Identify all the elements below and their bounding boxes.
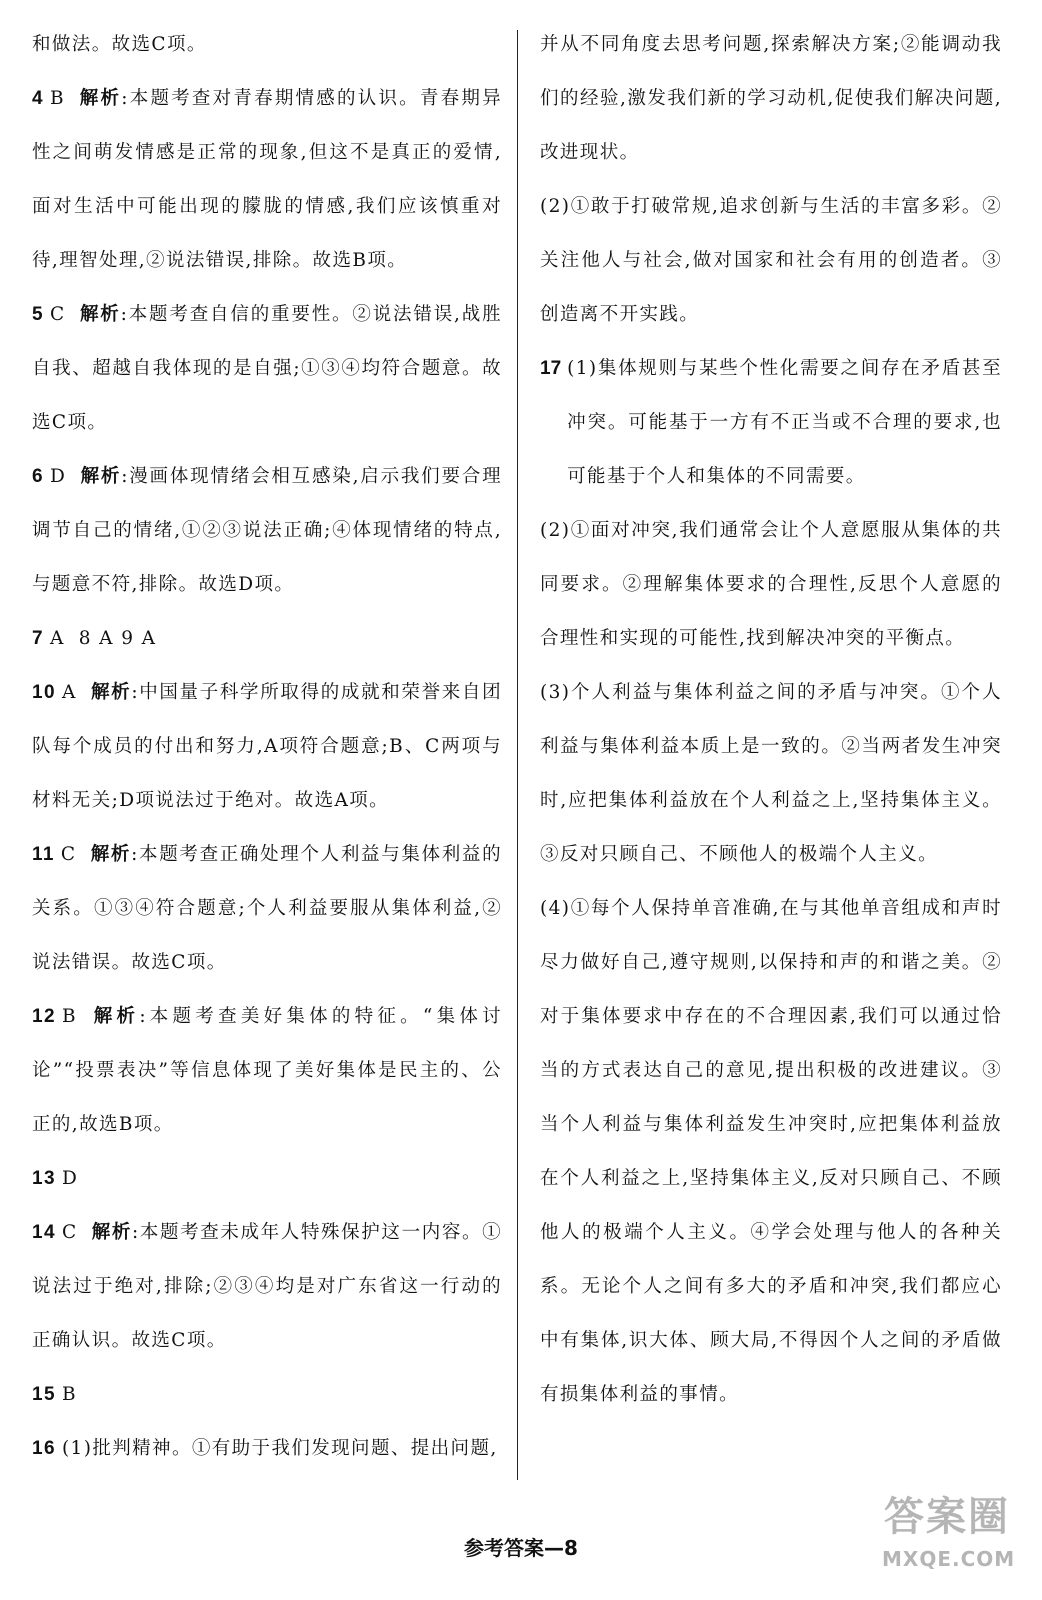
answer-item — [32, 1152, 502, 1206]
analysis-text: :本题考查美好集体的特征。“集体讨论”“投票表决”等信息体现了美好集体是民主的、公正的,故选B项。 — [32, 1006, 502, 1135]
question-number: 11 — [32, 844, 55, 865]
answer-text — [32, 612, 156, 666]
answer-item — [32, 1206, 502, 1368]
answer-item — [32, 666, 502, 828]
answer-item — [32, 990, 502, 1152]
analysis-text: :本题考查对青春期情感的认识。青春期异性之间萌发情感是正常的现象,但这不是真正的爱情,面对生活中可能出现的朦胧的情感,我们应该慎重对待,理智处理,②说法错误,排除。故选B项。 — [32, 88, 502, 271]
answer-text — [32, 1368, 91, 1422]
intro-line: 和做法。故选C项。 — [32, 34, 207, 55]
answer-list — [32, 72, 502, 1476]
answer-choice: A — [61, 682, 77, 703]
q17-part1: (1)集体规则与某些个性化需要之间存在矛盾甚至冲突。可能基于一方有不正当或不合理的要求,也可能基于个人和集体的不同需要。 — [567, 358, 1002, 487]
answer-choice: C — [49, 304, 66, 325]
answer-text — [32, 1152, 92, 1206]
answer-choice: C — [60, 844, 77, 865]
q16-continuation: 并从不同角度去思考问题,探索解决方案;②能调动我们的经验,激发我们新的学习动机,促使我们解决问题,改进现状。 — [540, 34, 1002, 163]
q17-part3: (3)个人利益与集体利益之间的矛盾与冲突。①个人利益与集体利益本质上是一致的。②当两者发生冲突时,应把集体利益放在个人利益之上,坚持集体主义。③反对只顾自己、不顾他人的极端个人主义。 — [540, 682, 1002, 865]
answer-text — [32, 72, 502, 288]
answer-choice: D — [49, 466, 67, 487]
answer-item — [32, 612, 502, 666]
answer-item — [32, 450, 502, 612]
watermark-logo — [882, 1488, 1016, 1588]
answer-choice: B — [61, 1006, 77, 1027]
watermark-text: 答案圈 — [884, 1494, 1010, 1540]
answer-text — [32, 1422, 498, 1476]
answer-choice: B — [49, 88, 65, 109]
analysis-text: :漫画体现情绪会相互感染,启示我们要合理调节自己的情绪,①②③说法正确;④体现情绪的特点,与题意不符,排除。故选D项。 — [32, 466, 502, 595]
answer-text — [32, 288, 502, 450]
question-number: 6 — [32, 466, 44, 487]
answer-text — [32, 450, 502, 612]
column-divider — [517, 30, 518, 1480]
analysis-label: 解析 — [90, 1006, 140, 1027]
analysis-text: :本题考查正确处理个人利益与集体利益的关系。①③④符合题意;个人利益要服从集体利益,②说法错误。故选C项。 — [32, 844, 502, 973]
analysis-label: 解析 — [90, 844, 132, 865]
analysis-label: 解析 — [80, 466, 122, 487]
question-number: 12 — [32, 1006, 56, 1027]
answer-text — [32, 1206, 502, 1368]
answer-text — [32, 828, 502, 990]
question-number: 7 — [32, 628, 44, 649]
question-number: 14 — [32, 1222, 56, 1243]
q17-part2: (2)①面对冲突,我们通常会让个人意愿服从集体的共同要求。②理解集体要求的合理性,反思个人意愿的合理性和实现的可能性,找到解决冲突的平衡点。 — [540, 520, 1002, 649]
analysis-text: 8 A 9 A — [78, 628, 157, 649]
left-column — [32, 18, 502, 1476]
analysis-label: 解析 — [78, 88, 122, 109]
analysis-text: :本题考查未成年人特殊保护这一内容。①说法过于绝对,排除;②③④均是对广东省这一行动的正确认识。故选C项。 — [32, 1222, 502, 1351]
analysis-label: 解析 — [79, 304, 121, 325]
answer-item — [32, 288, 502, 450]
question-number: 10 — [32, 682, 56, 703]
question-number: 16 — [32, 1438, 56, 1459]
question-number: 15 — [32, 1384, 56, 1405]
analysis-label: 解析 — [91, 1222, 132, 1243]
question-number: 5 — [32, 304, 44, 325]
q17-item — [540, 342, 1002, 504]
answer-text — [32, 666, 502, 828]
watermark-url: MXQE.COM — [882, 1547, 1016, 1571]
question-number: 4 — [32, 88, 44, 109]
analysis-text: :中国量子科学所取得的成就和荣誉来自团队每个成员的付出和努力,A项符合题意;B、C两项与材料无关;D项说法过于绝对。故选A项。 — [32, 682, 502, 811]
answer-choice: A — [49, 628, 65, 649]
answer-item — [32, 1422, 502, 1476]
answer-choice: C — [61, 1222, 78, 1243]
question-number: 17 — [540, 358, 562, 379]
q17-part4: (4)①每个人保持单音准确,在与其他单音组成和声时尽力做好自己,遵守规则,以保持和声的和谐之美。②对于集体要求中存在的不合理因素,我们可以通过恰当的方式表达自己的意见,提出积极的改进建议。③当个人利益与集体利益发生冲突时,应把集体利益放在个人利益之上,坚持集体主义,反对只顾自己、不顾他人的极端个人主义。④学会处理与他人的各种关系。无论个人之间有多大的矛盾和冲突,我们都应心中有集体,识大体、顾大局,不得因个人之间的矛盾做有损集体利益的事情。 — [540, 898, 1002, 1405]
analysis-text: (1)批判精神。①有助于我们发现问题、提出问题, — [61, 1438, 498, 1459]
answer-item — [32, 72, 502, 288]
answer-item — [32, 1368, 502, 1422]
answer-item — [32, 828, 502, 990]
analysis-label: 解析 — [90, 682, 132, 703]
question-number: 13 — [32, 1168, 56, 1189]
page-footer: 参考答案—8 — [464, 1536, 578, 1560]
answer-choice: B — [61, 1384, 77, 1405]
right-column — [540, 18, 1002, 1422]
answer-choice: D — [61, 1168, 79, 1189]
answer-text — [32, 990, 502, 1152]
analysis-text: :本题考查自信的重要性。②说法错误,战胜自我、超越自我体现的是自强;①③④均符合题意。故选C项。 — [32, 304, 502, 433]
q16-part2: (2)①敢于打破常规,追求创新与生活的丰富多彩。②关注他人与社会,做对国家和社会有用的创造者。③创造离不开实践。 — [540, 196, 1002, 325]
